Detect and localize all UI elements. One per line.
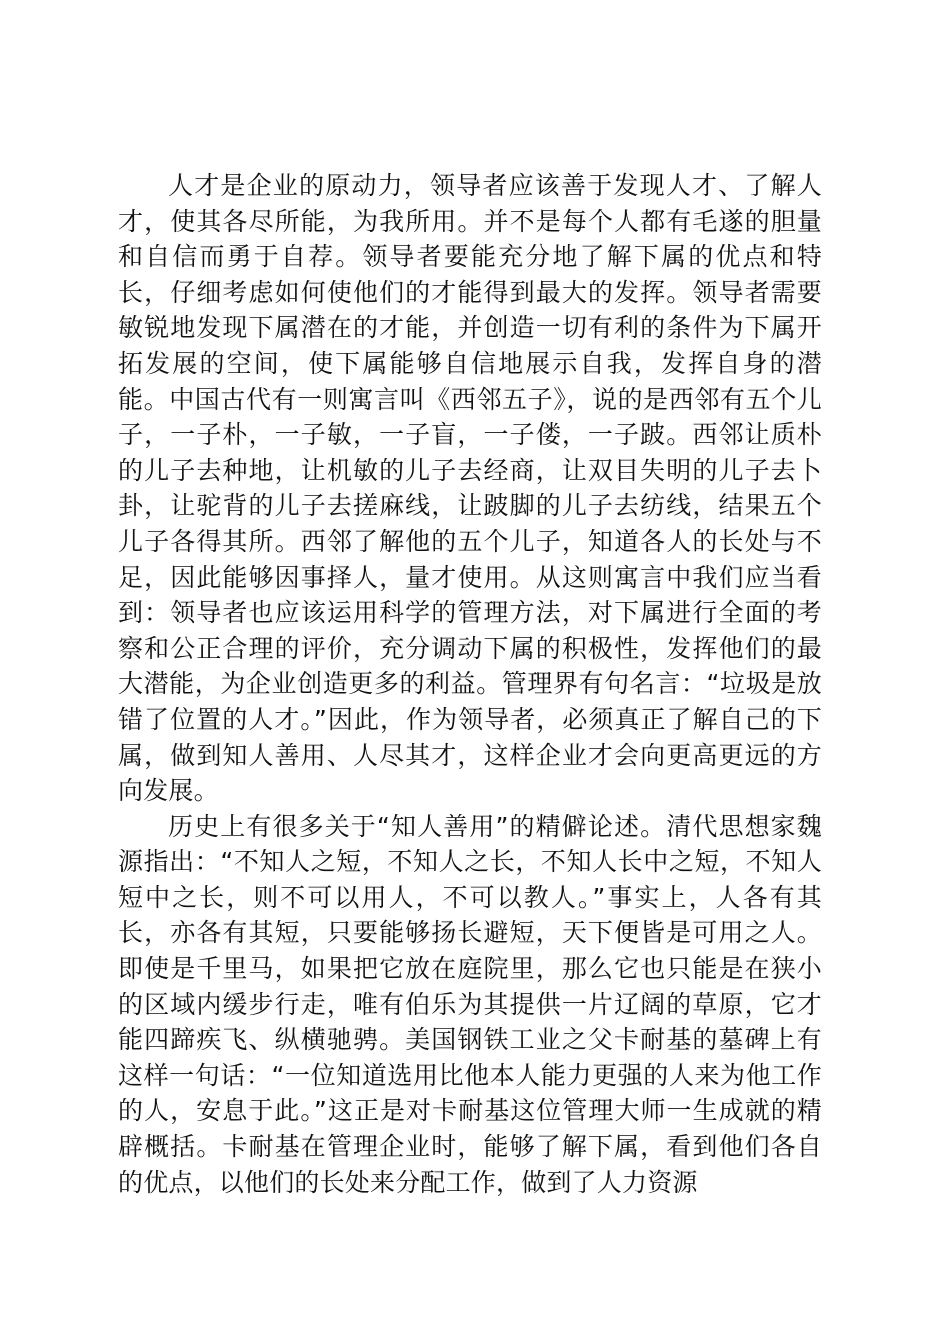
paragraph-talent-management: 人才是企业的原动力，领导者应该善于发现人才、了解人才，使其各尽所能，为我所用。并不是每个人都有毛遂的胆量和自信而勇于自荐。领导者要能充分地了解下属的优点和特长，仔细考虑如何使他们的才能得到最大的发挥。领导者需要敏锐地发现下属潜在的才能，并创造一切有利的条件为下属开拓发展的空间，使下属能够自信地展示自我，发挥自身的潜能。中国古代有一则寓言叫《西邻五子》，说的是西邻有五个儿子，一子朴，一子敏，一子盲，一子偻，一子跛。西邻让质朴的儿子去种地，让机敏的儿子去经商，让双目失明的儿子去卜卦，让驼背的儿子去搓麻线，让跛脚的儿子去纺线，结果五个儿子各得其所。西邻了解他的五个儿子，知道各人的长处与不足，因此能够因事择人，量才使用。从这则寓言中我们应当看到：领导者也应该运用科学的管理方法，对下属进行全面的考察和公正合理的评价，充分调动下属的积极性，发挥他们的最大潜能，为企业创造更多的利益。管理界有句名言：“垃圾是放错了位置的人才。”因此，作为领导者，必须真正了解自己的下属，做到知人善用、人尽其才，这样企业才会向更高更远的方向发展。: [118, 171, 822, 806]
paragraph-know-people-use-well: 历史上有很多关于“知人善用”的精僻论述。清代思想家魏源指出：“不知人之短，不知人之长，不知人长中之短，不知人短中之长，则不可以用人，不可以教人。”事实上，人各有其长，亦各有其短，只要能够扬长避短，天下便皆是可用之人。即使是千里马，如果把它放在庭院里，那么它也只能是在狭小的区域内缓步行走，唯有伯乐为其提供一片辽阔的草原，它才能四蹄疾飞、纵横驰骋。美国钢铁工业之父卡耐基的墓碑上有这样一句话：“一位知道选用比他本人能力更强的人来为他工作的人，安息于此。”这正是对卡耐基这位管理大师一生成就的精辟概括。卡耐基在管理企业时，能够了解下属，看到他们各自的优点，以他们的长处来分配工作，做到了人力资源: [118, 811, 822, 1197]
document-body: [118, 168, 822, 1200]
